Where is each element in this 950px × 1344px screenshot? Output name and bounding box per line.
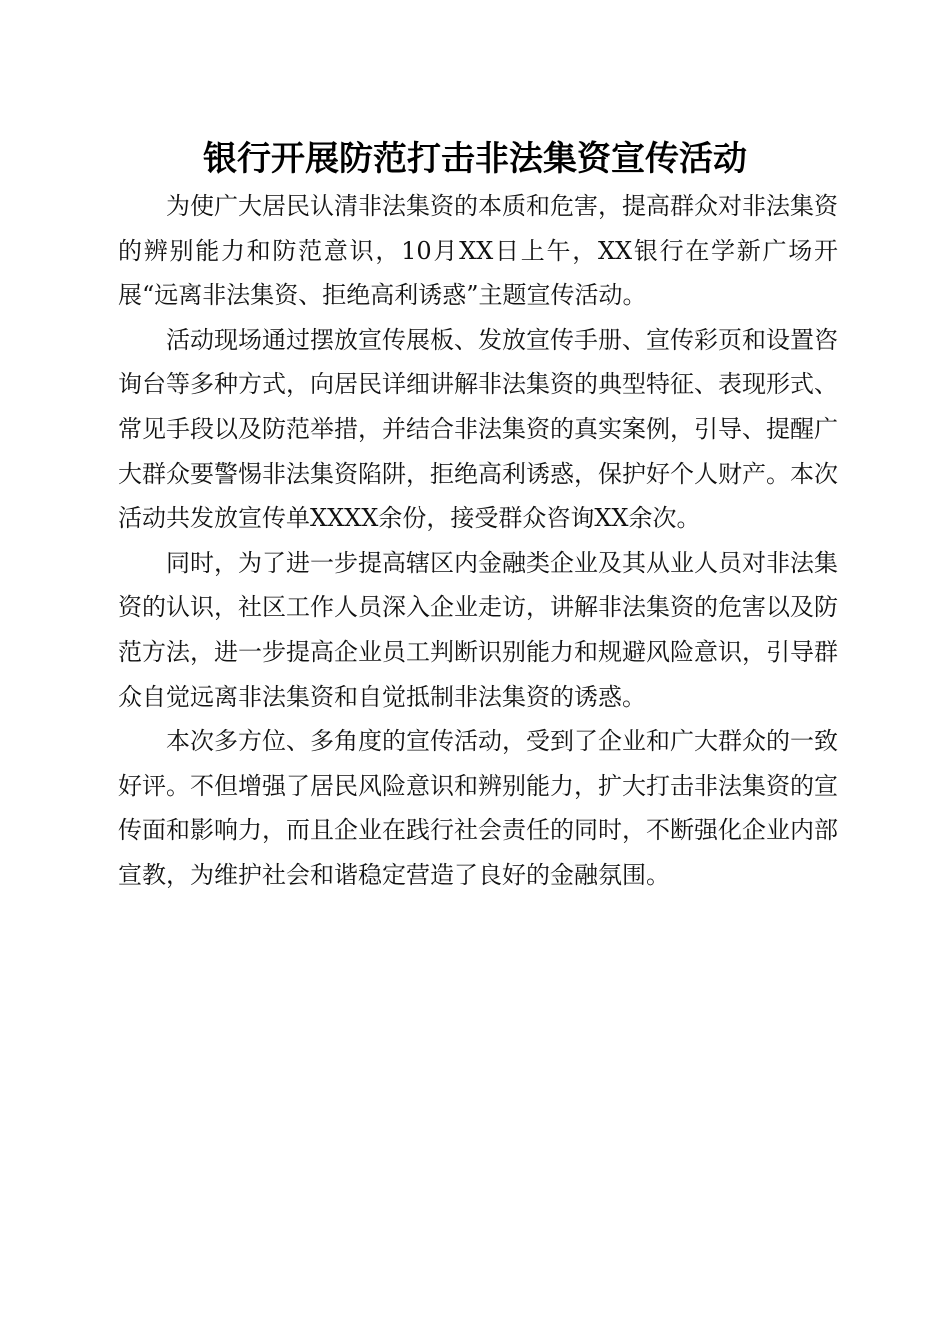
document-body: [118, 184, 838, 898]
paragraph: 本次多方位、多角度的宣传活动，受到了企业和广大群众的一致好评。不但增强了居民风险意识和辨别能力，扩大打击非法集资的宣传面和影响力，而且企业在践行社会责任的同时，不断强化企业内部宣教，为维护社会和谐稳定营造了良好的金融氛围。: [118, 727, 838, 889]
document-title: 银行开展防范打击非法集资宣传活动: [203, 139, 747, 179]
paragraph: 为使广大居民认清非法集资的本质和危害，提高群众对非法集资的辨别能力和防范意识，10月XX日上午，XX银行在学新广场开展“远离非法集资、拒绝高利诱惑”主题宣传活动。: [118, 192, 838, 310]
paragraph: 同时，为了进一步提高辖区内金融类企业及其从业人员对非法集资的认识，社区工作人员深入企业走访，讲解非法集资的危害以及防范方法，进一步提高企业员工判断识别能力和规避风险意识，引导群众自觉远离非法集资和自觉抵制非法集资的诱惑。: [118, 548, 838, 711]
paragraph: 活动现场通过摆放宣传展板、发放宣传手册、宣传彩页和设置咨询台等多种方式，向居民详细讲解非法集资的典型特征、表现形式、常见手段以及防范举措，并结合非法集资的真实案例，引导、提醒广大群众要警惕非法集资陷阱，拒绝高利诱惑，保护好个人财产。本次活动共发放宣传单XXXX余份，接受群众咨询XX余次。: [118, 325, 838, 533]
